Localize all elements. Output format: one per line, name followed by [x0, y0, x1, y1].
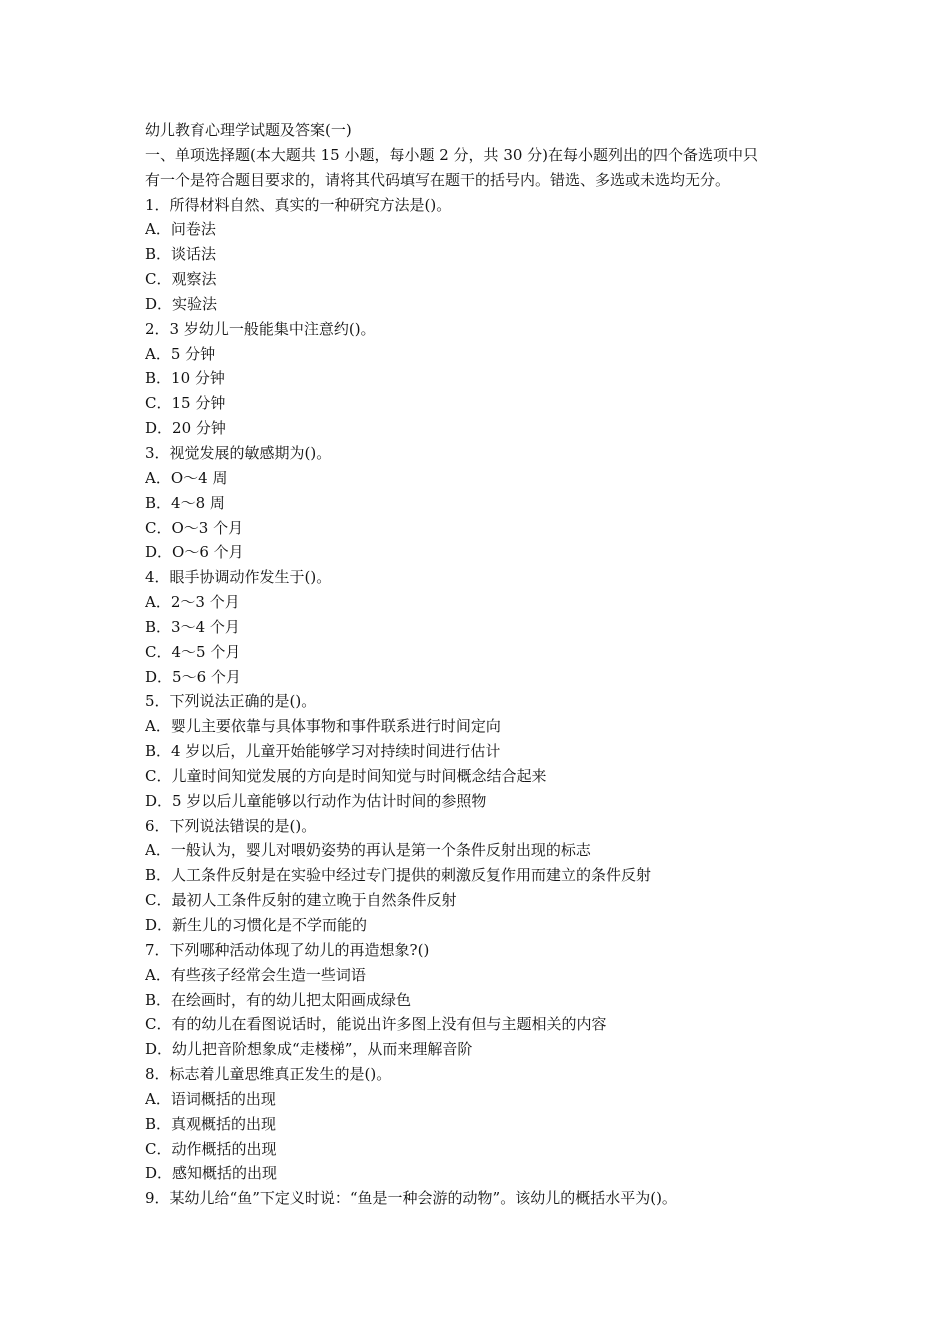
section-intro-line-1: 一、单项选择题(本大题共 15 小题，每小题 2 分，共 30 分)在每小题列出的四个备选项中只: [145, 145, 759, 164]
answer-option: D．O～6 个月: [145, 543, 244, 562]
answer-option: C．观察法: [145, 270, 217, 289]
question-stem: 8．标志着儿童思维真正发生的是()。: [145, 1065, 392, 1084]
answer-option: D．感知概括的出现: [145, 1164, 278, 1183]
answer-option: B．4～8 周: [145, 493, 225, 512]
answer-option: A．一般认为，婴儿对喂奶姿势的再认是第一个条件反射出现的标志: [145, 841, 591, 860]
answer-option: A．O～4 周: [145, 468, 228, 487]
document-title: 幼儿教育心理学试题及答案(一): [145, 121, 352, 139]
answer-option: A．5 分钟: [145, 344, 216, 363]
answer-option: A．问卷法: [145, 220, 216, 239]
answer-option: C．最初人工条件反射的建立晚于自然条件反射: [145, 891, 457, 910]
question-stem: 5．下列说法正确的是()。: [145, 692, 317, 711]
answer-option: A．2～3 个月: [145, 593, 240, 612]
answer-option: D．5～6 个月: [145, 667, 241, 686]
answer-option: D．20 分钟: [145, 419, 226, 438]
answer-option: D．新生儿的习惯化是不学而能的: [145, 916, 368, 934]
answer-option: B．谈话法: [145, 245, 217, 264]
answer-option: B．3～4 个月: [145, 617, 240, 636]
answer-option: B．4 岁以后，儿童开始能够学习对持续时间进行估计: [145, 742, 501, 761]
answer-option: C．有的幼儿在看图说话时，能说出许多图上没有但与主题相关的内容: [145, 1015, 607, 1034]
answer-option: D．5 岁以后儿童能够以行动作为估计时间的参照物: [145, 791, 487, 810]
question-stem: 6．下列说法错误的是()。: [145, 816, 317, 835]
question-stem: 1．所得材料自然、真实的一种研究方法是()。: [145, 195, 452, 214]
answer-option: B．10 分钟: [145, 369, 225, 388]
answer-option: C．15 分钟: [145, 394, 226, 413]
answer-option: A．语词概括的出现: [145, 1089, 276, 1108]
answer-option: D．实验法: [145, 294, 218, 313]
answer-option: C．儿童时间知觉发展的方向是时间知觉与时间概念结合起来: [145, 766, 547, 785]
answer-option: C．O～3 个月: [145, 518, 244, 537]
question-stem: 9．某幼儿给“鱼”下定义时说：“鱼是一种会游的动物”。该幼儿的概括水平为()。: [145, 1189, 677, 1208]
question-stem: 7．下列哪种活动体现了幼儿的再造想象?(): [145, 940, 430, 959]
document-page: [145, 118, 825, 1211]
answer-option: C．动作概括的出现: [145, 1139, 277, 1158]
question-stem: 4．眼手协调动作发生于()。: [145, 568, 332, 587]
answer-option: B．真观概括的出现: [145, 1114, 277, 1133]
question-stem: 2．3 岁幼儿一般能集中注意约()。: [145, 319, 376, 338]
answer-option: C．4～5 个月: [145, 642, 241, 661]
answer-option: D．幼儿把音阶想象成“走楼梯”，从而来理解音阶: [145, 1040, 473, 1059]
answer-option: B．在绘画时，有的幼儿把太阳画成绿色: [145, 990, 412, 1009]
answer-option: A．婴儿主要依靠与具体事物和事件联系进行时间定向: [145, 717, 501, 736]
answer-option: A．有些孩子经常会生造一些词语: [145, 965, 366, 984]
answer-option: B．人工条件反射是在实验中经过专门提供的刺激反复作用而建立的条件反射: [145, 866, 652, 885]
section-intro-line-2: 有一个是符合题目要求的，请将其代码填写在题干的括号内。错选、多选或未选均无分。: [145, 170, 731, 189]
question-stem: 3．视觉发展的敏感期为()。: [145, 443, 332, 462]
